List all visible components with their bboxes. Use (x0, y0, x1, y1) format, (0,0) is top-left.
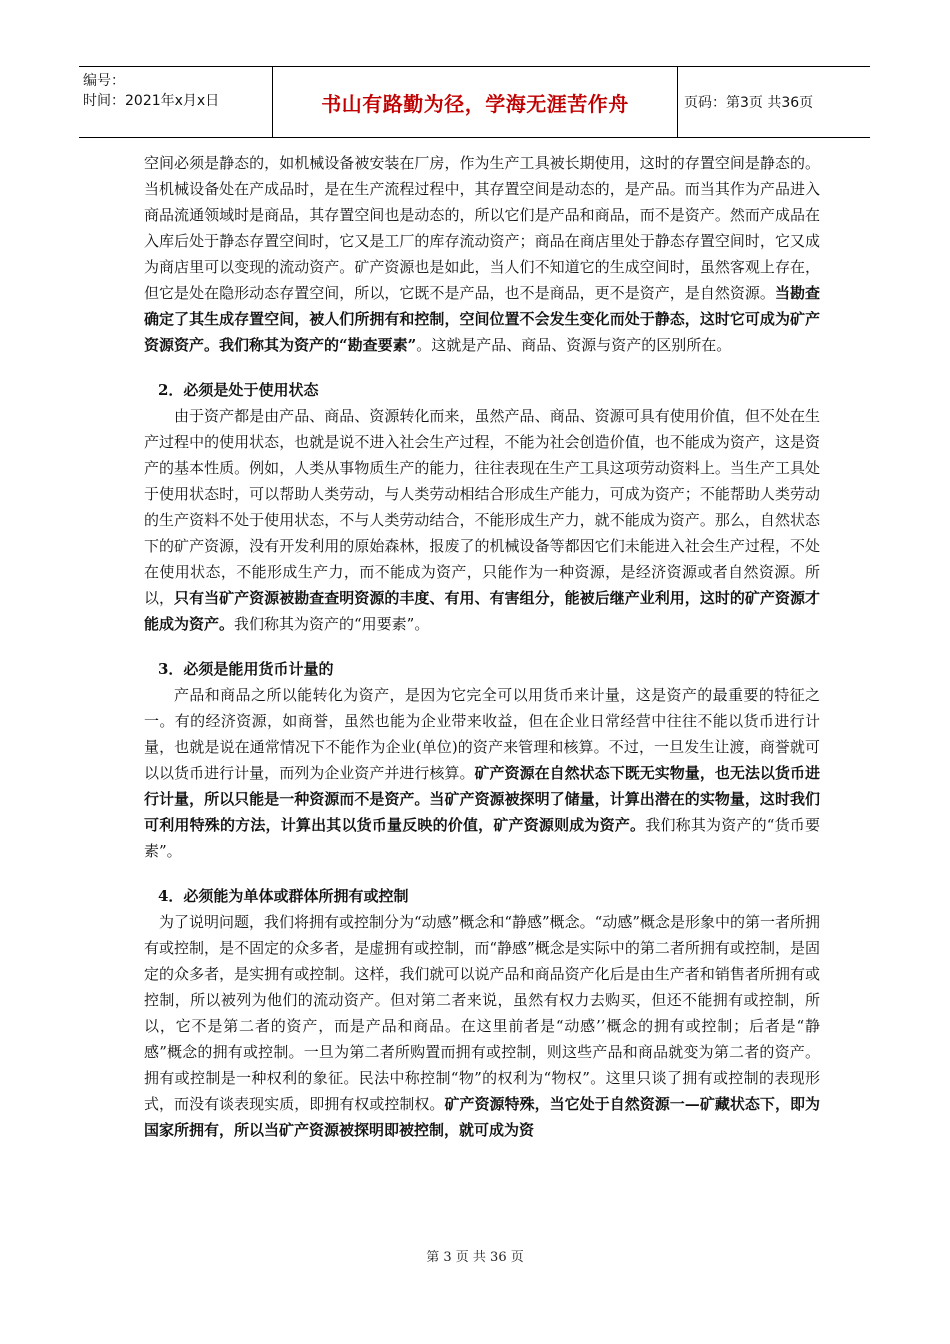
section-heading-4: 4．必须能为单体或群体所拥有或控制 (158, 887, 409, 905)
document-body (144, 150, 820, 1143)
emphasis-text: 当勘查确定了其生成存置空间，被人们所拥有和控制，空间位置不会发生变化而处于静态，这时它可成为矿产资源资产。我们称其为资产的“勘查要素” (144, 284, 820, 354)
motto-text: 书山有路勤为径，学海无涯苦作舟 (321, 91, 629, 116)
paragraph-text: 我们称其为资产的“用要素”。 (234, 615, 430, 633)
page-info: 页码：第3页 共36页 (684, 95, 814, 111)
paragraph-text: 空间必须是静态的，如机械设备被安装在厂房，作为生产工具被长期使用，这时的存置空间是静态的。当机械设备处在产成品时，是在生产流程过程中，其存置空间是动态的，是产品。而当其作为产品进入商品流通领域时是商品，其存置空间也是动态的，所以它们是产品和商品，而不是资产。然而产成品在入库后处于静态存置空间时，它又是工厂的库存流动资产；商品在商店里处于静态存置空间时，它又成为商店里可以变现的流动资产。矿产资源也是如此，当人们不知道它的生成空间时，虽然客观上存在，但它是处在隐形动态存置空间，所以，它既不是产品，也不是商品，更不是资产，是自然资源。 (144, 154, 820, 302)
header-table (79, 66, 870, 138)
paragraph-text: 我们称其为资产的“货币要素”。 (144, 816, 820, 860)
header-meta-cell (79, 67, 273, 137)
header-page-cell (678, 67, 870, 137)
header-motto-cell (273, 67, 678, 137)
paragraph-text: 产品和商品之所以能转化为资产，是因为它完全可以用货币来计量，这是资产的最重要的特征之一。有的经济资源，如商誉，虽然也能为企业带来收益，但在企业日常经营中往往不能以货币进行计量，也就是说在通常情况下不能作为企业(单位)的资产来管理和核算。不过，一旦发生让渡，商誉就可以以货币进行计量，而列为企业资产并进行核算。 (144, 686, 820, 782)
emphasis-text: 矿产资源在自然状态下既无实物量，也无法以货币进行计量，所以只能是一种资源而不是资产。当矿产资源被探明了储量，计算出潜在的实物量，这时我们可利用特殊的方法，计算出其以货币量反映的价值，矿产资源则成为资产。 (144, 764, 820, 834)
paragraph-ownership (144, 909, 820, 1143)
paragraph-text: 由于资产都是由产品、商品、资源转化而来，虽然产品、商品、资源可具有使用价值，但不处在生产过程中的使用状态，也就是说不进入社会生产过程，不能为社会创造价值，也不能成为资产，这是资产的基本性质。例如，人类从事物质生产的能力，往往表现在生产工具这项劳动资料上。当生产工具处于使用状态时，可以帮助人类劳动，与人类劳动相结合形成生产能力，可成为资产；不能帮助人类劳动的生产资料不处于使用状态，不与人类劳动结合，不能形成生产力，就不能成为资产。那么，自然状态下的矿产资源，没有开发利用的原始森林，报废了的机械设备等都因它们未能进入社会生产过程，不处在使用状态，不能形成生产力，而不能成为资产，只能作为一种资源，是经济资源或者自然资源。所以， (144, 407, 820, 607)
paragraph-currency (144, 682, 820, 864)
section-heading-2: 2．必须是处于使用状态 (158, 381, 319, 399)
number-label: 编号： (83, 73, 125, 89)
emphasis-text: 只有当矿产资源被勘查查明资源的丰度、有用、有害组分，能被后继产业利用，这时的矿产资源才能成为资产。 (144, 589, 820, 633)
section-heading-3: 3．必须是能用货币计量的 (158, 660, 334, 678)
page-footer: 第 3 页 共 36 页 (426, 1250, 524, 1265)
paragraph-use-state (144, 403, 820, 637)
paragraph-text: 。这就是产品、商品、资源与资产的区别所在。 (416, 336, 732, 354)
time-label: 时间：2021年x月x日 (83, 93, 220, 109)
paragraph-text: 为了说明问题，我们将拥有或控制分为“动感”概念和“静感”概念。“动感”概念是形象中的第一者所拥有或控制，是不固定的众多者，是虚拥有或控制，而“静感”概念是实际中的第二者所拥有或控制，是固定的众多者，是实拥有或控制。这样，我们就可以说产品和商品资产化后是由生产者和销售者所拥有或控制，所以被列为他们的流动资产。但对第二者来说，虽然有权力去购买，但还不能拥有或控制，所以，它不是第二者的资产，而是产品和商品。在这里前者是“动感’’概念的拥有或控制；后者是“静感”概念的拥有或控制。一旦为第二者所购置而拥有或控制，则这些产品和商品就变为第二者的资产。拥有或控制是一种权利的象征。民法中称控制“物”的权利为“物权”。这里只谈了拥有或控制的表现形式，而没有谈表现实质，即拥有权或控制权。 (144, 913, 821, 1113)
emphasis-text: 矿产资源特殊，当它处于自然资源一—矿藏状态下，即为国家所拥有，所以当矿产资源被探明即被控制，就可成为资 (144, 1095, 820, 1139)
paragraph-storage-space (144, 150, 820, 358)
